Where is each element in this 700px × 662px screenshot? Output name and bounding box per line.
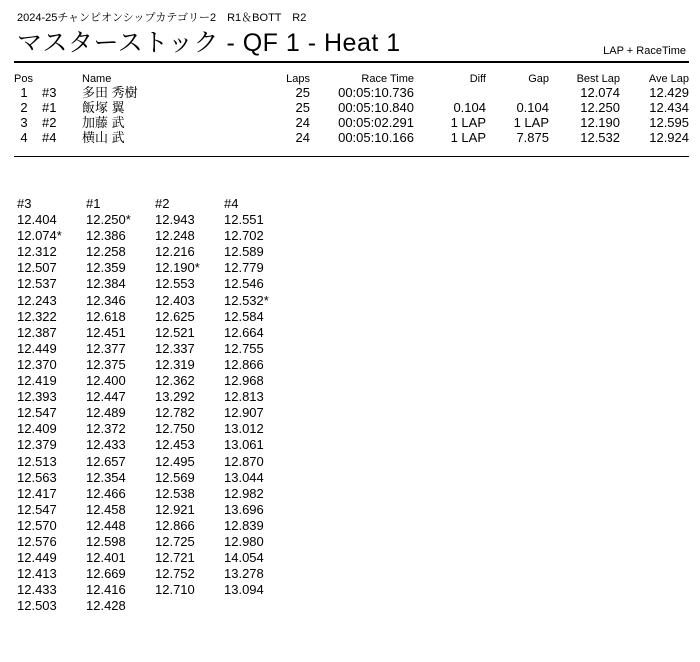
lap-time: 12.598 bbox=[86, 533, 126, 549]
table-row bbox=[14, 130, 689, 145]
col-header-gap: Gap bbox=[528, 72, 549, 85]
lap-time: 13.044 bbox=[224, 469, 264, 485]
col-header-race-time: Race Time bbox=[361, 72, 414, 85]
lap-time: 12.384 bbox=[86, 276, 126, 292]
lap-time: 12.755 bbox=[224, 340, 264, 356]
lap-time: 12.750 bbox=[155, 421, 195, 437]
lap-time: 12.563 bbox=[17, 469, 57, 485]
lap-time: 12.386 bbox=[86, 228, 126, 244]
lap-time: 12.354 bbox=[86, 469, 126, 485]
lap-time: 12.982 bbox=[224, 485, 264, 501]
lap-time: 13.061 bbox=[224, 437, 264, 453]
lap-time: 13.292 bbox=[155, 389, 195, 405]
lap-time: 12.782 bbox=[155, 405, 195, 421]
lap-time: 12.404 bbox=[17, 212, 57, 228]
lap-time: 12.752 bbox=[155, 566, 195, 582]
event-subtitle: 2024-25チャンピオンシップカテゴリー2 R1＆BOTT R2 bbox=[17, 12, 307, 24]
col-header-pos: Pos bbox=[14, 72, 33, 85]
lap-time: 12.359 bbox=[86, 260, 126, 276]
lap-time: 12.428 bbox=[86, 598, 126, 614]
cell-laps: 24 bbox=[295, 115, 310, 130]
lap-time: 12.513 bbox=[17, 453, 57, 469]
col-header-number bbox=[42, 72, 82, 85]
lap-time: 12.570 bbox=[17, 517, 57, 533]
cell-best-lap: 12.250 bbox=[580, 100, 620, 115]
lap-time: 12.968 bbox=[224, 373, 264, 389]
lap-time: 12.362 bbox=[155, 373, 195, 389]
lap-time: 12.319 bbox=[155, 356, 195, 372]
lap-time: 12.907 bbox=[224, 405, 264, 421]
lap-time: 12.618 bbox=[86, 308, 126, 324]
table-row bbox=[14, 115, 689, 130]
lap-time: 12.346 bbox=[86, 292, 126, 308]
cell-gap: 0.104 bbox=[516, 100, 549, 115]
col-header-diff: Diff bbox=[469, 72, 486, 85]
cell-race-time: 00:05:10.840 bbox=[338, 100, 414, 115]
cell-race-time: 00:05:10.736 bbox=[338, 85, 414, 100]
lap-time: 14.054 bbox=[224, 550, 264, 566]
lap-time: 12.589 bbox=[224, 244, 264, 260]
lap-time: 12.419 bbox=[17, 373, 57, 389]
lap-time: 12.943 bbox=[155, 212, 195, 228]
lap-time: 12.433 bbox=[86, 437, 126, 453]
lap-column-header: #2 bbox=[155, 196, 170, 211]
lap-time: 12.466 bbox=[86, 485, 126, 501]
cell-number: #2 bbox=[42, 115, 57, 130]
cell-best-lap: 12.190 bbox=[580, 115, 620, 130]
lap-column bbox=[155, 196, 224, 614]
lap-column-header: #4 bbox=[224, 196, 239, 211]
lap-time: 12.625 bbox=[155, 308, 195, 324]
lap-time: 12.312 bbox=[17, 244, 57, 260]
lap-time: 12.664 bbox=[224, 324, 264, 340]
lap-time: 12.532* bbox=[224, 292, 269, 308]
lap-time: 12.370 bbox=[17, 356, 57, 372]
lap-time: 12.584 bbox=[224, 308, 264, 324]
lap-time: 12.417 bbox=[17, 485, 57, 501]
cell-number: #1 bbox=[42, 100, 57, 115]
page-title: マスターストック - QF 1 - Heat 1 bbox=[17, 29, 401, 57]
lap-time: 12.449 bbox=[17, 340, 57, 356]
cell-diff: 0.104 bbox=[453, 100, 486, 115]
report-type-label: LAP + RaceTime bbox=[603, 45, 686, 57]
lap-time: 12.451 bbox=[86, 324, 126, 340]
lap-time: 12.449 bbox=[17, 550, 57, 566]
col-header-laps: Laps bbox=[286, 72, 310, 85]
lap-time: 12.870 bbox=[224, 453, 264, 469]
lap-column bbox=[17, 196, 86, 614]
lap-time: 12.546 bbox=[224, 276, 264, 292]
lap-time: 12.447 bbox=[86, 389, 126, 405]
col-header-best-lap: Best Lap bbox=[576, 72, 620, 85]
lap-time: 12.495 bbox=[155, 453, 195, 469]
lap-time: 12.521 bbox=[155, 324, 195, 340]
lap-time: 12.537 bbox=[17, 276, 57, 292]
cell-number: #4 bbox=[42, 130, 57, 145]
lap-time: 12.725 bbox=[155, 533, 195, 549]
lap-time: 13.094 bbox=[224, 582, 264, 598]
lap-time: 12.401 bbox=[86, 550, 126, 566]
lap-time: 12.538 bbox=[155, 485, 195, 501]
lap-time: 12.576 bbox=[17, 533, 57, 549]
cell-ave-lap: 12.595 bbox=[649, 115, 689, 130]
cell-race-time: 00:05:10.166 bbox=[338, 130, 414, 145]
lap-column bbox=[224, 196, 293, 614]
lap-time: 12.503 bbox=[17, 598, 57, 614]
lap-time: 12.433 bbox=[17, 582, 57, 598]
cell-pos: 3 bbox=[20, 115, 28, 130]
lap-time: 12.980 bbox=[224, 533, 264, 549]
lap-time: 12.839 bbox=[224, 517, 264, 533]
cell-name: 飯塚 翼 bbox=[82, 100, 125, 115]
cell-gap: 7.875 bbox=[516, 130, 549, 145]
col-header-name: Name bbox=[82, 72, 112, 85]
lap-time: 12.216 bbox=[155, 244, 195, 260]
lap-time: 12.721 bbox=[155, 550, 195, 566]
results-bottom-rule bbox=[14, 156, 689, 157]
col-header-ave-lap: Ave Lap bbox=[648, 72, 689, 85]
results-header-row bbox=[14, 72, 689, 85]
lap-time: 12.400 bbox=[86, 373, 126, 389]
cell-name: 多田 秀樹 bbox=[82, 85, 138, 100]
lap-time: 12.569 bbox=[155, 469, 195, 485]
lap-time: 12.322 bbox=[17, 308, 57, 324]
lap-time: 12.387 bbox=[17, 324, 57, 340]
cell-laps: 25 bbox=[295, 100, 310, 115]
cell-pos: 4 bbox=[20, 130, 28, 145]
table-row bbox=[14, 85, 689, 100]
lap-time: 12.416 bbox=[86, 582, 126, 598]
lap-time: 12.866 bbox=[155, 517, 195, 533]
lap-time: 12.921 bbox=[155, 501, 195, 517]
lap-time: 12.551 bbox=[224, 212, 264, 228]
cell-diff bbox=[414, 85, 486, 100]
cell-ave-lap: 12.924 bbox=[649, 130, 689, 145]
cell-best-lap: 12.074 bbox=[580, 85, 620, 100]
lap-time: 12.813 bbox=[224, 389, 264, 405]
lap-time: 12.375 bbox=[86, 356, 126, 372]
lap-time: 12.657 bbox=[86, 453, 126, 469]
lap-time: 12.377 bbox=[86, 340, 126, 356]
cell-pos: 1 bbox=[20, 85, 28, 100]
cell-gap: 1 LAP bbox=[513, 115, 549, 130]
lap-time: 12.074* bbox=[17, 228, 62, 244]
cell-race-time: 00:05:02.291 bbox=[338, 115, 414, 130]
cell-laps: 24 bbox=[295, 130, 310, 145]
lap-column-header: #1 bbox=[86, 196, 101, 211]
lap-time: 12.413 bbox=[17, 566, 57, 582]
lap-time: 12.553 bbox=[155, 276, 195, 292]
lap-time: 12.702 bbox=[224, 228, 264, 244]
lap-times-grid bbox=[17, 196, 293, 614]
cell-diff: 1 LAP bbox=[450, 115, 486, 130]
cell-name: 加藤 武 bbox=[82, 115, 125, 130]
lap-time: 12.258 bbox=[86, 244, 126, 260]
cell-laps: 25 bbox=[295, 85, 310, 100]
lap-time: 13.012 bbox=[224, 421, 264, 437]
lap-time: 12.458 bbox=[86, 501, 126, 517]
lap-time: 12.243 bbox=[17, 292, 57, 308]
lap-time: 12.547 bbox=[17, 405, 57, 421]
lap-time: 12.372 bbox=[86, 421, 126, 437]
lap-time: 12.710 bbox=[155, 582, 195, 598]
lap-column bbox=[86, 196, 155, 614]
lap-time: 13.696 bbox=[224, 501, 264, 517]
lap-time: 12.669 bbox=[86, 566, 126, 582]
cell-pos: 2 bbox=[20, 100, 28, 115]
lap-column-header: #3 bbox=[17, 196, 32, 211]
lap-time: 12.393 bbox=[17, 389, 57, 405]
cell-ave-lap: 12.429 bbox=[649, 85, 689, 100]
cell-number: #3 bbox=[42, 85, 57, 100]
lap-time: 13.278 bbox=[224, 566, 264, 582]
lap-time: 12.489 bbox=[86, 405, 126, 421]
cell-name: 横山 武 bbox=[82, 130, 125, 145]
lap-time: 12.379 bbox=[17, 437, 57, 453]
lap-time: 12.779 bbox=[224, 260, 264, 276]
lap-time: 12.337 bbox=[155, 340, 195, 356]
lap-time: 12.250* bbox=[86, 212, 131, 228]
results-table bbox=[14, 72, 689, 145]
lap-time: 12.547 bbox=[17, 501, 57, 517]
lap-time: 12.403 bbox=[155, 292, 195, 308]
table-row bbox=[14, 100, 689, 115]
cell-best-lap: 12.532 bbox=[580, 130, 620, 145]
lap-time: 12.248 bbox=[155, 228, 195, 244]
cell-ave-lap: 12.434 bbox=[649, 100, 689, 115]
lap-time: 12.866 bbox=[224, 356, 264, 372]
cell-diff: 1 LAP bbox=[450, 130, 486, 145]
title-divider bbox=[14, 61, 689, 63]
cell-gap bbox=[486, 85, 549, 100]
lap-time: 12.448 bbox=[86, 517, 126, 533]
lap-time: 12.507 bbox=[17, 260, 57, 276]
lap-time: 12.453 bbox=[155, 437, 195, 453]
lap-time: 12.190* bbox=[155, 260, 200, 276]
lap-time: 12.409 bbox=[17, 421, 57, 437]
